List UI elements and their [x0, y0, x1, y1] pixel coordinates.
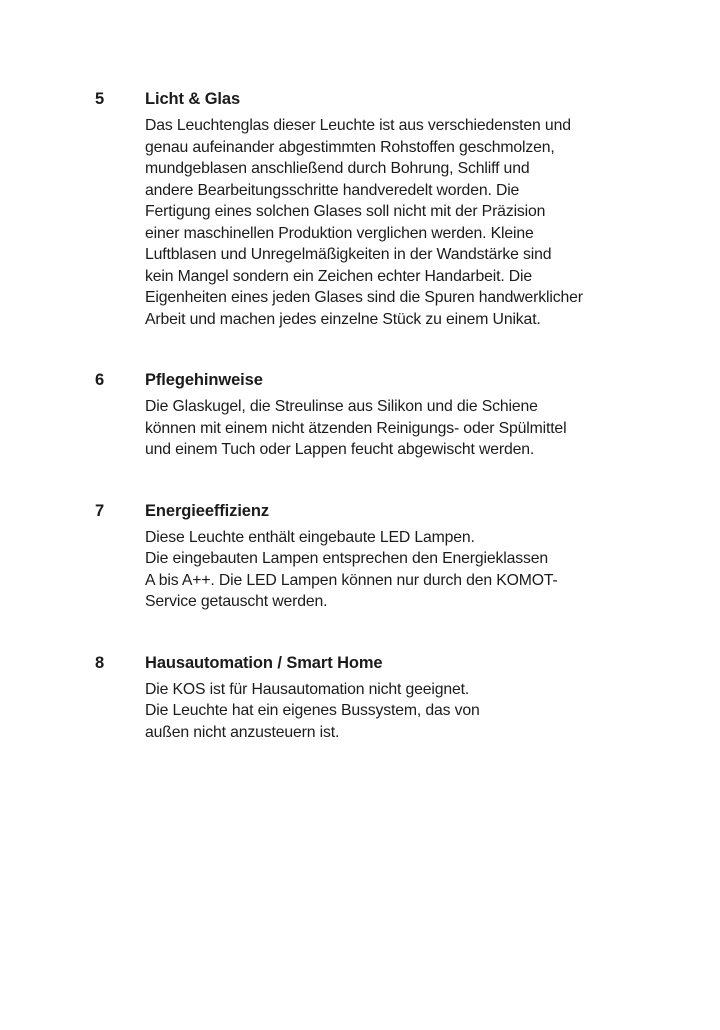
- section-number: 7: [95, 501, 105, 520]
- text-line: und einem Tuch oder Lappen feucht abgewischt werden.: [145, 441, 535, 458]
- text-line: A bis A++. Die LED Lampen können nur durch den KOMOT-: [145, 571, 558, 589]
- sections-container: [95, 88, 660, 743]
- text-line: einer maschinellen Produktion verglichen werden. Kleine: [145, 224, 534, 242]
- section-number: 6: [95, 371, 105, 389]
- section-text: [145, 115, 660, 330]
- text-line: Die Leuchte hat ein eigenes Bussystem, das von: [145, 702, 480, 719]
- text-line: kein Mangel sondern ein Zeichen echter Handarbeit. Die: [145, 267, 533, 285]
- section-text: [145, 679, 660, 744]
- text-line: Eigenheiten eines jeden Glases sind die Spuren handwerklicher: [145, 289, 583, 306]
- text-line: Luftblasen und Unregelmäßigkeiten in der Wandstärke sind: [145, 246, 552, 263]
- text-line: andere Bearbeitungsschritte handveredelt worden. Die: [145, 181, 520, 199]
- text-line: Die KOS ist für Hausautomation nicht geeignet.: [145, 680, 470, 698]
- text-line: Fertigung eines solchen Glases soll nicht mit der Präzision: [145, 203, 546, 220]
- text-line: Service getauscht werden.: [145, 593, 328, 610]
- section-content: [145, 652, 660, 744]
- section-title: Energieeffizienz: [145, 501, 270, 520]
- section-content: [145, 369, 660, 461]
- text-line: Das Leuchtenglas dieser Leuchte ist aus verschiedensten und: [145, 117, 571, 134]
- text-line: genau aufeinander abgestimmten Rohstoffen geschmolzen,: [145, 138, 555, 156]
- section-number: 8: [95, 653, 105, 672]
- manual-section: [95, 88, 660, 330]
- manual-section: [95, 652, 660, 744]
- text-line: mundgeblasen anschließend durch Bohrung, Schliff und: [145, 160, 530, 177]
- section-title: Licht & Glas: [145, 90, 241, 108]
- text-line: Die eingebauten Lampen entsprechen den Energieklassen: [145, 550, 549, 567]
- section-title: Hausautomation / Smart Home: [145, 653, 383, 672]
- text-line: können mit einem nicht ätzenden Reinigungs- oder Spülmittel: [145, 419, 567, 437]
- text-line: Arbeit und machen jedes einzelne Stück zu einem Unikat.: [145, 310, 541, 328]
- section-title: Pflegehinweise: [145, 371, 263, 389]
- manual-section: [95, 369, 660, 461]
- section-content: [145, 88, 660, 330]
- text-line: Die Glaskugel, die Streulinse aus Silikon und die Schiene: [145, 398, 538, 415]
- section-text: [145, 396, 660, 461]
- text-line: Diese Leuchte enthält eingebaute LED Lampen.: [145, 528, 475, 546]
- text-line: außen nicht anzusteuern ist.: [145, 723, 340, 741]
- section-number: 5: [95, 90, 105, 108]
- manual-section: [95, 500, 660, 613]
- section-text: [145, 527, 660, 613]
- section-content: [145, 500, 660, 613]
